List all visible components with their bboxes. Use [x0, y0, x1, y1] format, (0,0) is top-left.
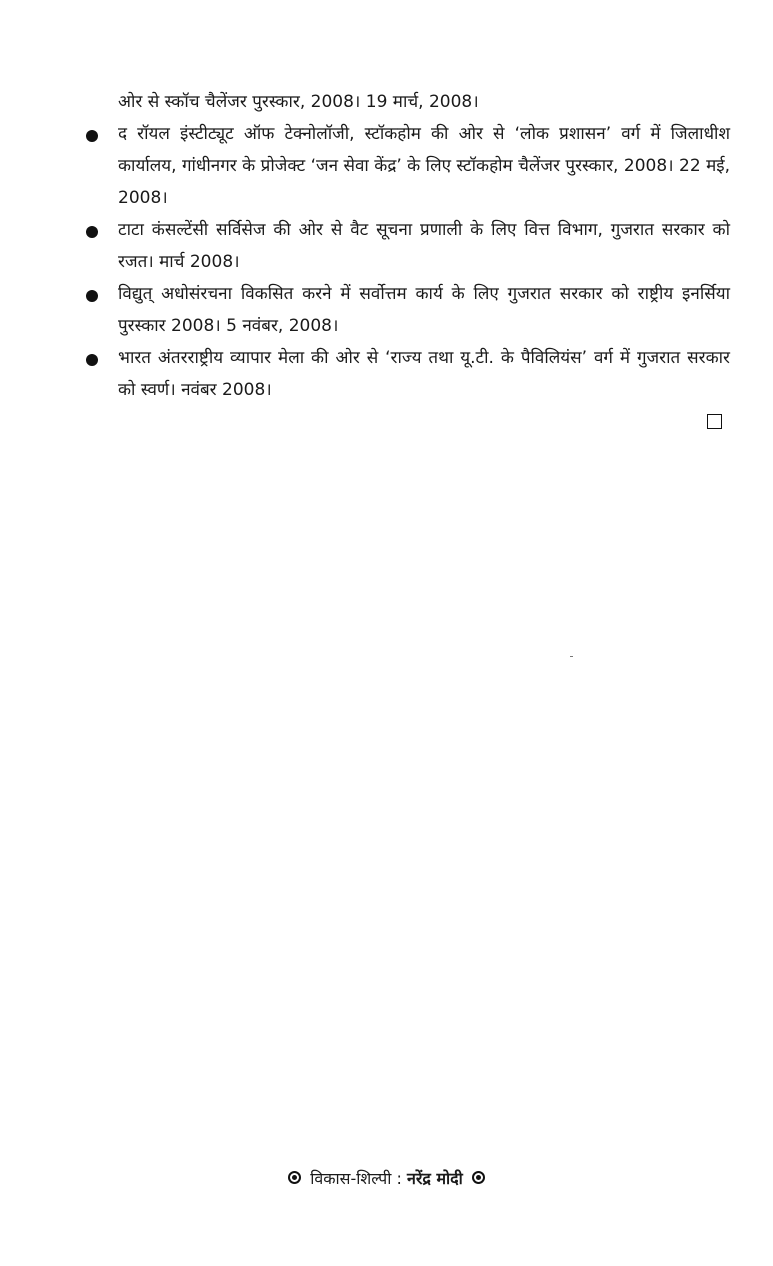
bullet-icon [84, 214, 118, 246]
continued-text-line: ओर से स्कॉच चैलेंजर पुरस्कार, 2008। 19 मार्च, 2008। [118, 92, 479, 112]
footer-book-title: विकास-शिल्पी : [310, 1169, 402, 1188]
bullet-icon [84, 118, 118, 150]
list-item [84, 118, 730, 214]
awards-list [84, 86, 730, 406]
list-item [84, 278, 730, 342]
print-speck [570, 656, 573, 657]
list-item-text: विद्युत् अधोसंरचना विकसित करने में सर्वोत्तम कार्य के लिए गुजरात सरकार को राष्ट्रीय इनर्सिया पुरस्कार 2008। 5 नवंबर, 2008। [118, 284, 730, 336]
list-item-text: द रॉयल इंस्टीट्यूट ऑफ टेक्नोलॉजी, स्टॉकहोम की ओर से ‘लोक प्रशासन’ वर्ग में जिलाधीश कार्यालय, गांधीनगर के प्रोजेक्ट ‘जन सेवा केंद्र’ के लिए स्टॉकहोम चैलेंजर पुरस्कार, 2008। 22 मई, 2008। [118, 124, 730, 208]
footer-ornament-icon [472, 1171, 485, 1184]
page-footer [0, 1167, 773, 1191]
bullet-icon [84, 278, 118, 310]
section-end-box-icon [707, 414, 722, 429]
list-item [84, 214, 730, 278]
footer-ornament-icon [288, 1171, 301, 1184]
list-item-text: भारत अंतरराष्ट्रीय व्यापार मेला की ओर से ‘राज्य तथा यू.टी. के पैविलियंस’ वर्ग में गुजरात सरकार को स्वर्ण। नवंबर 2008। [118, 348, 730, 400]
bullet-icon [84, 342, 118, 374]
footer-author: नरेंद्र मोदी [406, 1169, 463, 1188]
list-item [84, 342, 730, 406]
list-item-text: टाटा कंसल्टेंसी सर्विसेज की ओर से वैट सूचना प्रणाली के लिए वित्त विभाग, गुजरात सरकार को रजत। मार्च 2008। [118, 220, 730, 272]
